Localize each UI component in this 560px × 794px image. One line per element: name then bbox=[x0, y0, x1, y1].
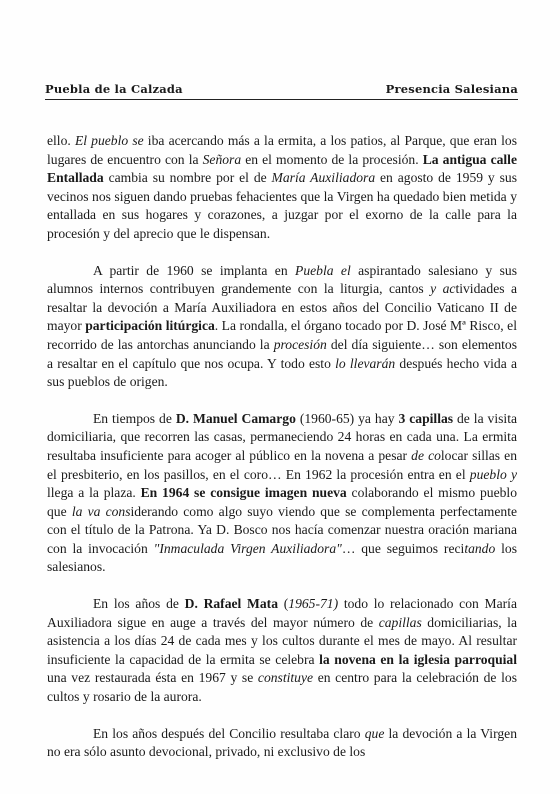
text-run: cambia su nombre por el de bbox=[103, 170, 272, 186]
text-run: en agosto de 1959 y sus vecinos nos siguen dando pruebas fehacientes que la Virgen ha quedado bien metida y entallada en sus hogares y corazones, a juzgar por el exorno de la calle para la procesión y del aprecio que le dispensan. bbox=[47, 170, 517, 241]
text-run: una vez restaurada ésta en 1967 y se bbox=[47, 670, 258, 686]
running-header bbox=[45, 74, 518, 96]
bold-run: D. Manuel Camargo bbox=[175, 410, 296, 426]
bold-run: D. Rafael Mata bbox=[184, 596, 278, 612]
italic-run: María Auxiliadora bbox=[271, 170, 376, 186]
text-run: … que seguimos reci bbox=[341, 540, 465, 556]
text-run: ( bbox=[278, 596, 289, 612]
text-run: todo lo relacionado con María Auxiliadora sigue en auge a través del mayor número de bbox=[47, 596, 517, 630]
bold-run: 3 capillas bbox=[398, 410, 454, 426]
bold-run: la novena en la iglesia parroquial bbox=[319, 651, 517, 667]
paragraph-5 bbox=[47, 725, 517, 762]
text-run: del día siguiente… son elementos a resaltar en el capítulo que nos ocupa. Y todo esto bbox=[47, 336, 517, 371]
header-rule bbox=[45, 99, 518, 100]
text-run: en centro para la celebración de los cultos y rosario de la aurora. bbox=[47, 670, 517, 705]
italic-run: Señora bbox=[202, 151, 242, 167]
paragraph-3 bbox=[47, 410, 517, 577]
paragraph-1 bbox=[47, 132, 517, 244]
italic-run: El pueblo se bbox=[74, 133, 144, 148]
paragraph-4 bbox=[47, 595, 517, 707]
text-run: En tiempos de bbox=[93, 410, 176, 426]
bold-run: En 1964 se consigue imagen nueva bbox=[140, 485, 347, 501]
paragraph-2 bbox=[47, 262, 517, 392]
text-run: la devoción a la Virgen no era sólo asunto devocional, privado, ni exclusivo de los bbox=[47, 725, 517, 760]
text-run: A partir de 1960 se implanta en bbox=[93, 262, 296, 278]
text-run: iba acercando más a la ermita, a los patios, al Parque, que eran los lugares de encuentro con la bbox=[47, 133, 517, 167]
text-run: aspirantado salesiano y sus alumnos internos contribuyen grandemente con la liturgia, cantos bbox=[47, 262, 517, 297]
text-run: iderando como algo suyo viendo que se complementa perfectamente con el título de la Patrona. Ya D. Bosco nos hacía comenzar nuestra oración mariana con la invocación bbox=[47, 503, 518, 556]
header-book-title: Puebla de la Calzada bbox=[45, 82, 183, 96]
body-text bbox=[47, 132, 517, 762]
text-run: . La rondalla, el órgano tocado por D. José Mª Risco, el recorrido de las antorchas anunciando la bbox=[47, 318, 517, 352]
italic-run: de co bbox=[411, 447, 441, 463]
italic-run: que bbox=[364, 725, 385, 741]
italic-run: constituye bbox=[257, 670, 314, 686]
bold-run: La antigua calle Entallada bbox=[47, 151, 517, 186]
italic-run: Puebla el bbox=[295, 262, 351, 278]
text-run: después hecho vida a sus pueblos de origen. bbox=[47, 355, 517, 390]
italic-run: "Inmaculada Virgen Auxiliadora" bbox=[153, 540, 342, 556]
italic-run: tando bbox=[464, 540, 496, 556]
italic-run: capillas bbox=[378, 614, 422, 630]
italic-run: lo llevarán bbox=[335, 355, 396, 371]
text-run: ello. bbox=[47, 133, 75, 148]
italic-run: y ac bbox=[430, 281, 456, 297]
italic-run: 1965-71) bbox=[288, 596, 339, 612]
text-run: En los años después del Concilio resultaba claro bbox=[93, 725, 365, 741]
text-run: locar sillas en el presbiterio, en los pasillos, en el coro… En 1962 la procesión entra en el bbox=[47, 447, 518, 482]
text-run: en el momento de la procesión. bbox=[241, 151, 423, 167]
italic-run: pueblo y bbox=[469, 466, 517, 482]
text-run: En los años de bbox=[93, 596, 185, 612]
text-run: (1960-65) ya hay bbox=[295, 410, 399, 426]
text-run: los salesianos. bbox=[47, 540, 517, 575]
text-run: colaborando el mismo pueblo que bbox=[47, 485, 517, 519]
italic-run: la va cons bbox=[71, 503, 131, 519]
text-run: tividades a resaltar la devoción a María Auxiliadora en estos años del Concilio Vaticano II de mayor bbox=[47, 281, 517, 334]
header-section-title: Presencia Salesiana bbox=[385, 82, 518, 96]
text-run: de la visita domiciliaria, que recorren las casas, permaneciendo 24 horas en cada una. La ermita resultaba insuficiente para acoger al público en la novena a pesar bbox=[47, 410, 518, 463]
italic-run: procesión bbox=[273, 336, 327, 352]
text-run: llega a la plaza. bbox=[47, 485, 141, 501]
bold-run: participación litúrgica bbox=[85, 318, 215, 334]
text-run: domiciliarias, la asistencia a los días 24 de cada mes y los cultos durante el mes de mayo. Al resultar insuficiente la capacidad de la ermita se celebra bbox=[47, 614, 517, 667]
